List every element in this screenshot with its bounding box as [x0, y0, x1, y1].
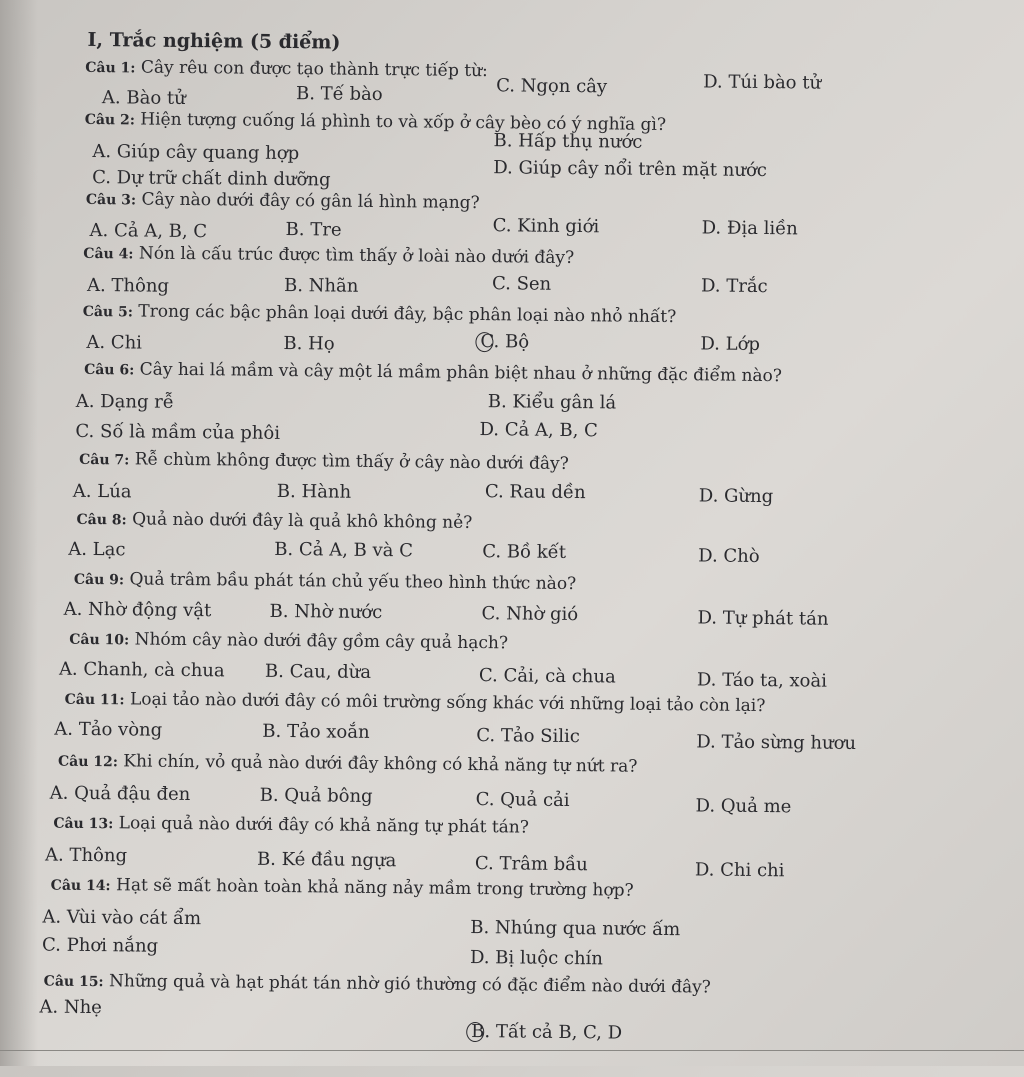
- option-a: A. Thông: [86, 274, 170, 297]
- page-bottom-edge: [0, 1050, 1024, 1051]
- option-d: D. Giúp cây nổi trên mặt nước: [493, 157, 768, 182]
- option-a: A. Dạng rễ: [75, 390, 175, 413]
- option-c: C. Cải, cà chua: [478, 665, 616, 688]
- option-b: B. Cả A, B và C: [274, 538, 414, 562]
- page-shadow-edge: [0, 0, 38, 1066]
- question-8: Câu 8: Quả nào dưới đây là quả khô không nẻ?: [76, 509, 473, 533]
- option-a: A. Giúp cây quang hợp: [92, 140, 300, 165]
- option-d: D. Chò: [698, 545, 760, 567]
- option-d: D. Cả A, B, C: [479, 419, 598, 442]
- question-12: Câu 12: Khi chín, vỏ quả nào dưới đây không có khả năng tự nứt ra?: [57, 751, 638, 777]
- option-c: C. Phơi nắng: [41, 934, 159, 957]
- option-b: B. Họ: [283, 332, 335, 355]
- option-c: C. Trâm bầu: [474, 853, 588, 876]
- question-6: Câu 6: Cây hai lá mầm và cây một lá mầm phân biệt nhau ở những đặc điểm nào?: [84, 359, 783, 387]
- option-b: B. Cau, dừa: [264, 660, 372, 683]
- option-a: A. Bào tử: [101, 87, 186, 109]
- option-d: D. Trắc: [700, 275, 768, 298]
- option-b: B. Nhúng qua nước ấm: [470, 916, 681, 941]
- question-15: Câu 15: Những quả và hạt phát tán nhờ gió thường có đặc điểm nào dưới đây?: [43, 971, 711, 998]
- option-b: B. Tre: [285, 219, 342, 241]
- option-c: C. Quả cải: [475, 789, 570, 812]
- option-b: B. Tế bào: [295, 83, 383, 106]
- option-d: D. Chi chi: [694, 859, 785, 882]
- option-b: B. Nhờ nước: [269, 600, 383, 624]
- option-d: D. Bị luộc chín: [469, 946, 604, 970]
- option-a: A. Vùi vào cát ẩm: [42, 906, 202, 930]
- option-d: D. Quả me: [695, 795, 792, 818]
- question-7: Câu 7: Rễ chùm không được tìm thấy ở cây nào dưới đây?: [79, 449, 569, 474]
- option-a: A. Lúa: [72, 480, 132, 503]
- option-d: D. Táo ta, xoài: [696, 669, 828, 692]
- option-b: B. Quả bông: [259, 784, 373, 807]
- option-c: C. Tảo Silic: [476, 725, 580, 748]
- option-b: B. Hấp thụ nước: [493, 130, 643, 153]
- option-d: D. Tảo sừng hươu: [696, 731, 857, 755]
- option-a: A. Chanh, cà chua: [58, 658, 225, 682]
- option-c: C. Ngọn cây: [496, 75, 608, 98]
- question-4: Câu 4: Nón là cấu trúc được tìm thấy ở loài nào dưới đây?: [83, 243, 575, 269]
- question-text: Câu 1: Cây rêu con được tạo thành trực tiếp từ:: [85, 57, 488, 82]
- option-c: C. Kinh giới: [492, 215, 600, 238]
- option-c: C. Dự trữ chất dinh dưỡng: [92, 166, 331, 191]
- option-b: B. Tảo xoắn: [262, 720, 370, 743]
- option-a: A. Quả đậu đen: [49, 782, 191, 806]
- option-d: D. Địa liền: [701, 217, 798, 240]
- option-c: C. Nhờ gió: [481, 603, 579, 626]
- option-b: B. Nhãn: [283, 274, 359, 297]
- option-d: D. Túi bào tử: [703, 71, 822, 94]
- question-10: Câu 10: Nhóm cây nào dưới đây gồm cây quả hạch?: [69, 629, 509, 654]
- option-c: C. Sen: [491, 273, 552, 295]
- question-9: Câu 9: Quả trâm bầu phát tán chủ yếu theo hình thức nào?: [73, 569, 577, 595]
- question-5: Câu 5: Trong các bậc phân loại dưới đây, bậc phân loại nào nhỏ nhất?: [82, 301, 677, 328]
- option-a: A. Thông: [44, 844, 128, 867]
- answer-circle-mark: [466, 1022, 484, 1042]
- option-a: A. Chi: [86, 331, 143, 354]
- option-c: C. Bồ kết: [482, 541, 567, 563]
- option-a: A. Nhờ động vật: [63, 598, 212, 622]
- option-a: A. Nhẹ: [39, 996, 103, 1019]
- answer-circle-mark: [475, 332, 493, 352]
- option-d: D. Lớp: [700, 333, 761, 355]
- question-13: Câu 13: Loại quả nào dưới đây có khả năng tự phát tán?: [53, 813, 530, 838]
- option-b: B. Hành: [276, 480, 352, 503]
- option-b: B. Ké đầu ngựa: [256, 848, 397, 872]
- question-2: Câu 2: Hiện tượng cuống lá phình to và xốp ở cây bèo có ý nghĩa gì?: [84, 109, 667, 135]
- question-3: Câu 3: Cây nào dưới đây có gân lá hình mạng?: [85, 189, 480, 214]
- option-c: C. Rau dền: [484, 481, 586, 504]
- option-c-circled: C. Bộ: [478, 331, 529, 353]
- option-a: A. Cả A, B, C: [89, 219, 208, 243]
- option-c: C. Số là mầm của phôi: [75, 420, 281, 444]
- option-a: A. Lạc: [68, 538, 126, 561]
- option-a: A. Tảo vòng: [54, 718, 163, 741]
- option-b-circled: B. Tất cả B, C, D: [469, 1021, 622, 1044]
- option-d: D. Gừng: [698, 485, 774, 508]
- question-14: Câu 14: Hạt sẽ mất hoàn toàn khả năng nảy mầm trong trường hợp?: [50, 875, 634, 901]
- question-11: Câu 11: Loại tảo nào dưới đây có môi trường sống khác với những loại tảo còn lại?: [64, 689, 766, 717]
- section-title: I, Trắc nghiệm (5 điểm): [87, 28, 341, 54]
- option-b: B. Kiểu gân lá: [487, 391, 617, 414]
- option-d: D. Tự phát tán: [697, 607, 829, 630]
